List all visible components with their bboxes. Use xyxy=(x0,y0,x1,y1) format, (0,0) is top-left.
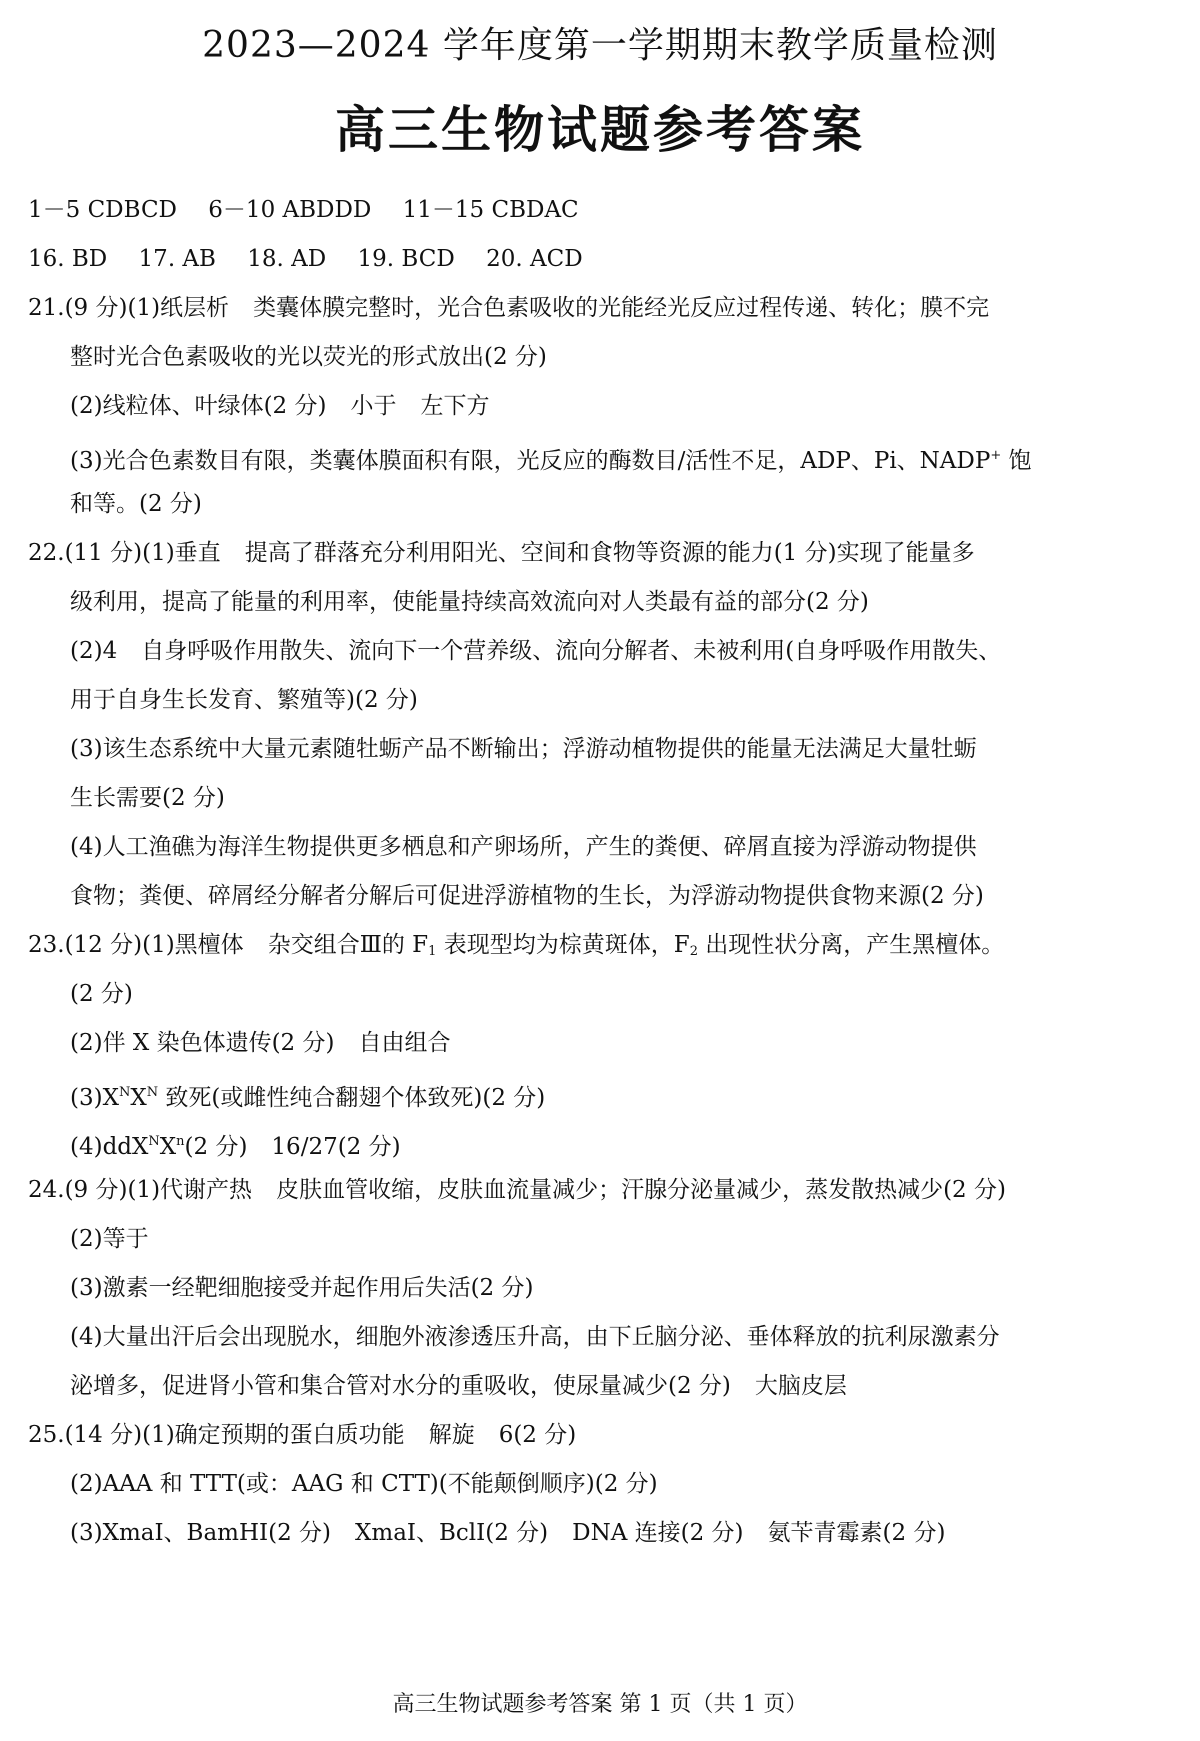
q24-line-1 xyxy=(28,1166,1173,1215)
q22-part4-answer-cont: 食物；粪便、碎屑经分解者分解后可促进浮游植物的生长，为浮游动物提供食物来源(2 分) xyxy=(70,883,984,909)
q25-part3-answer-c: DNA 连接(2 分) xyxy=(572,1520,744,1546)
q22-line-4 xyxy=(28,676,1173,725)
q24-line-2 xyxy=(28,1215,1173,1264)
q24-part1-explanation: 皮肤血管收缩，皮肤血流量减少；汗腺分泌量减少，蒸发散热减少(2 分) xyxy=(276,1177,1006,1203)
q23-part3-sup-2: N xyxy=(146,1085,159,1100)
mc-answers-row-2 xyxy=(28,235,1173,284)
q23-line-4 xyxy=(28,1068,1173,1117)
q21-line-5 xyxy=(28,480,1173,529)
q23-part3-sup-1: N xyxy=(118,1085,131,1100)
q23-part2-answer: (2)伴 X 染色体遗传(2 分) xyxy=(70,1030,335,1056)
q23-subscript-1: 1 xyxy=(428,944,437,959)
q22-line-6 xyxy=(28,774,1173,823)
q22-part2-answer: (2)4 xyxy=(70,638,118,664)
mc-answer-1-5: 1－5 CDBCD xyxy=(28,197,177,223)
q22-line-7 xyxy=(28,823,1173,872)
q23-part3-x: X xyxy=(130,1085,147,1111)
q25-line-2 xyxy=(28,1460,1173,1509)
q22-line-5 xyxy=(28,725,1173,774)
q24-part4-answer: (4)大量出汗后会出现脱水，细胞外液渗透压升高，由下丘脑分泌、垂体释放的抗利尿激素分 xyxy=(70,1324,1000,1350)
q21-part1-explanation-cont: 整时光合色素吸收的光以荧光的形式放出(2 分) xyxy=(70,344,547,370)
mc-answer-19: 19. BCD xyxy=(357,246,455,272)
q22-part1-answer: 22.(11 分)(1)垂直 xyxy=(28,540,221,566)
q21-part3-answer-tail: 饱 xyxy=(1001,448,1032,474)
q21-line-1 xyxy=(28,284,1173,333)
q23-part4-answer-b: 16/27(2 分) xyxy=(271,1134,401,1160)
mc-answer-11-15: 11－15 CBDAC xyxy=(402,197,579,223)
q23-part4-sup-1: N xyxy=(148,1134,160,1149)
q25-part3-answer-b: XmaI、BclI(2 分) xyxy=(355,1520,549,1546)
answer-content xyxy=(28,186,1173,1558)
q22-part1-explanation: 提高了群落充分利用阳光、空间和食物等资源的能力(1 分)实现了能量多 xyxy=(244,540,975,566)
q23-line-2 xyxy=(28,970,1173,1019)
q21-part2-answer-c: 左下方 xyxy=(420,393,490,419)
q23-part3-prefix: (3)X xyxy=(70,1085,119,1111)
q24-line-4 xyxy=(28,1313,1173,1362)
q21-part2-answer-b: 小于 xyxy=(350,393,397,419)
q22-part2-explanation-cont: 用于自身生长发育、繁殖等)(2 分) xyxy=(70,687,418,713)
exam-title: 2023—2024 学年度第一学期期末教学质量检测 xyxy=(202,25,998,66)
q24-part1-answer: 24.(9 分)(1)代谢产热 xyxy=(28,1177,253,1203)
page-footer: 高三生物试题参考答案 第 1 页（共 1 页） xyxy=(392,1692,808,1717)
q23-part1-answer: 23.(12 分)(1)黑檀体 xyxy=(28,932,244,958)
q23-part1-score: (2 分) xyxy=(70,981,133,1007)
q21-part2-answer: (2)线粒体、叶绿体(2 分) xyxy=(70,393,327,419)
q21-line-4 xyxy=(28,431,1173,480)
q24-line-5 xyxy=(28,1362,1173,1411)
q25-part1-answer-b: 解旋 xyxy=(428,1422,475,1448)
mc-answer-18: 18. AD xyxy=(247,246,327,272)
q25-part3-answer-d: 氨苄青霉素(2 分) xyxy=(767,1520,946,1546)
q21-part3-answer: (3)光合色素数目有限，类囊体膜面积有限，光反应的酶数目/活性不足，ADP、Pi、NADP xyxy=(70,448,991,474)
mc-answer-16: 16. BD xyxy=(28,246,108,272)
q23-part3-answer: 致死(或雌性纯合翻翅个体致死)(2 分) xyxy=(158,1085,546,1111)
q23-line-3 xyxy=(28,1019,1173,1068)
mc-answer-20: 20. ACD xyxy=(486,246,583,272)
q22-part3-answer: (3)该生态系统中大量元素随牡蛎产品不断输出；浮游动植物提供的能量无法满足大量牡蛎 xyxy=(70,736,977,762)
q23-part4-sup-2: n xyxy=(176,1134,185,1149)
q21-part1-answer: 21.(9 分)(1)纸层析 xyxy=(28,295,230,321)
q22-part2-explanation: 自身呼吸作用散失、流向下一个营养级、流向分解者、未被利用(自身呼吸作用散失、 xyxy=(141,638,1002,664)
q21-line-3 xyxy=(28,382,1173,431)
q23-part1-explanation-end: 出现性状分离，产生黑檀体。 xyxy=(697,932,1005,958)
q21-part1-explanation: 类囊体膜完整时，光合色素吸收的光能经光反应过程传递、转化；膜不完 xyxy=(253,295,990,321)
q23-line-1 xyxy=(28,921,1173,970)
q22-part3-answer-cont: 生长需要(2 分) xyxy=(70,785,225,811)
q23-part1-explanation: 杂交组合Ⅲ的 F xyxy=(267,932,429,958)
q24-line-3 xyxy=(28,1264,1173,1313)
q25-line-1 xyxy=(28,1411,1173,1460)
q23-part4-score: (2 分) xyxy=(184,1134,248,1160)
q25-line-3 xyxy=(28,1509,1173,1558)
q22-line-8 xyxy=(28,872,1173,921)
q24-part4-answer-b: 大脑皮层 xyxy=(754,1373,847,1399)
q21-superscript-plus: + xyxy=(990,448,1002,463)
q21-line-2 xyxy=(28,333,1173,382)
q22-part4-answer: (4)人工渔礁为海洋生物提供更多栖息和产卵场所，产生的粪便、碎屑直接为浮游动物提供 xyxy=(70,834,977,860)
q22-line-1 xyxy=(28,529,1173,578)
q23-part2-answer-b: 自由组合 xyxy=(358,1030,451,1056)
document-title: 高三生物试题参考答案 xyxy=(335,101,865,159)
mc-answer-17: 17. AB xyxy=(138,246,216,272)
q24-part2-answer: (2)等于 xyxy=(70,1226,149,1252)
q24-part4-answer-cont: 泌增多，促进肾小管和集合管对水分的重吸收，使尿量减少(2 分) xyxy=(70,1373,731,1399)
q22-line-2 xyxy=(28,578,1173,627)
q23-subscript-2: 2 xyxy=(689,944,698,959)
q25-part1-answer: 25.(14 分)(1)确定预期的蛋白质功能 xyxy=(28,1422,405,1448)
q25-part3-answer-a: (3)XmaI、BamHI(2 分) xyxy=(70,1520,332,1546)
q23-line-5 xyxy=(28,1117,1173,1166)
q23-part4-prefix: (4)ddX xyxy=(70,1134,149,1160)
q22-line-3 xyxy=(28,627,1173,676)
q25-part2-answer: (2)AAA 和 TTT(或：AAG 和 CTT)(不能颠倒顺序)(2 分) xyxy=(70,1471,658,1497)
q22-part1-explanation-cont: 级利用，提高了能量的利用率，使能量持续高效流向对人类最有益的部分(2 分) xyxy=(70,589,869,615)
q24-part3-answer: (3)激素一经靶细胞接受并起作用后失活(2 分) xyxy=(70,1275,534,1301)
q25-part1-answer-c: 6(2 分) xyxy=(498,1422,577,1448)
q21-part3-answer-cont: 和等。(2 分) xyxy=(70,491,202,517)
mc-answers-row-1 xyxy=(28,186,1173,235)
q23-part4-x: X xyxy=(159,1134,177,1160)
mc-answer-6-10: 6－10 ABDDD xyxy=(208,197,372,223)
q23-part1-explanation-mid: 表现型均为棕黄斑体，F xyxy=(436,932,690,958)
